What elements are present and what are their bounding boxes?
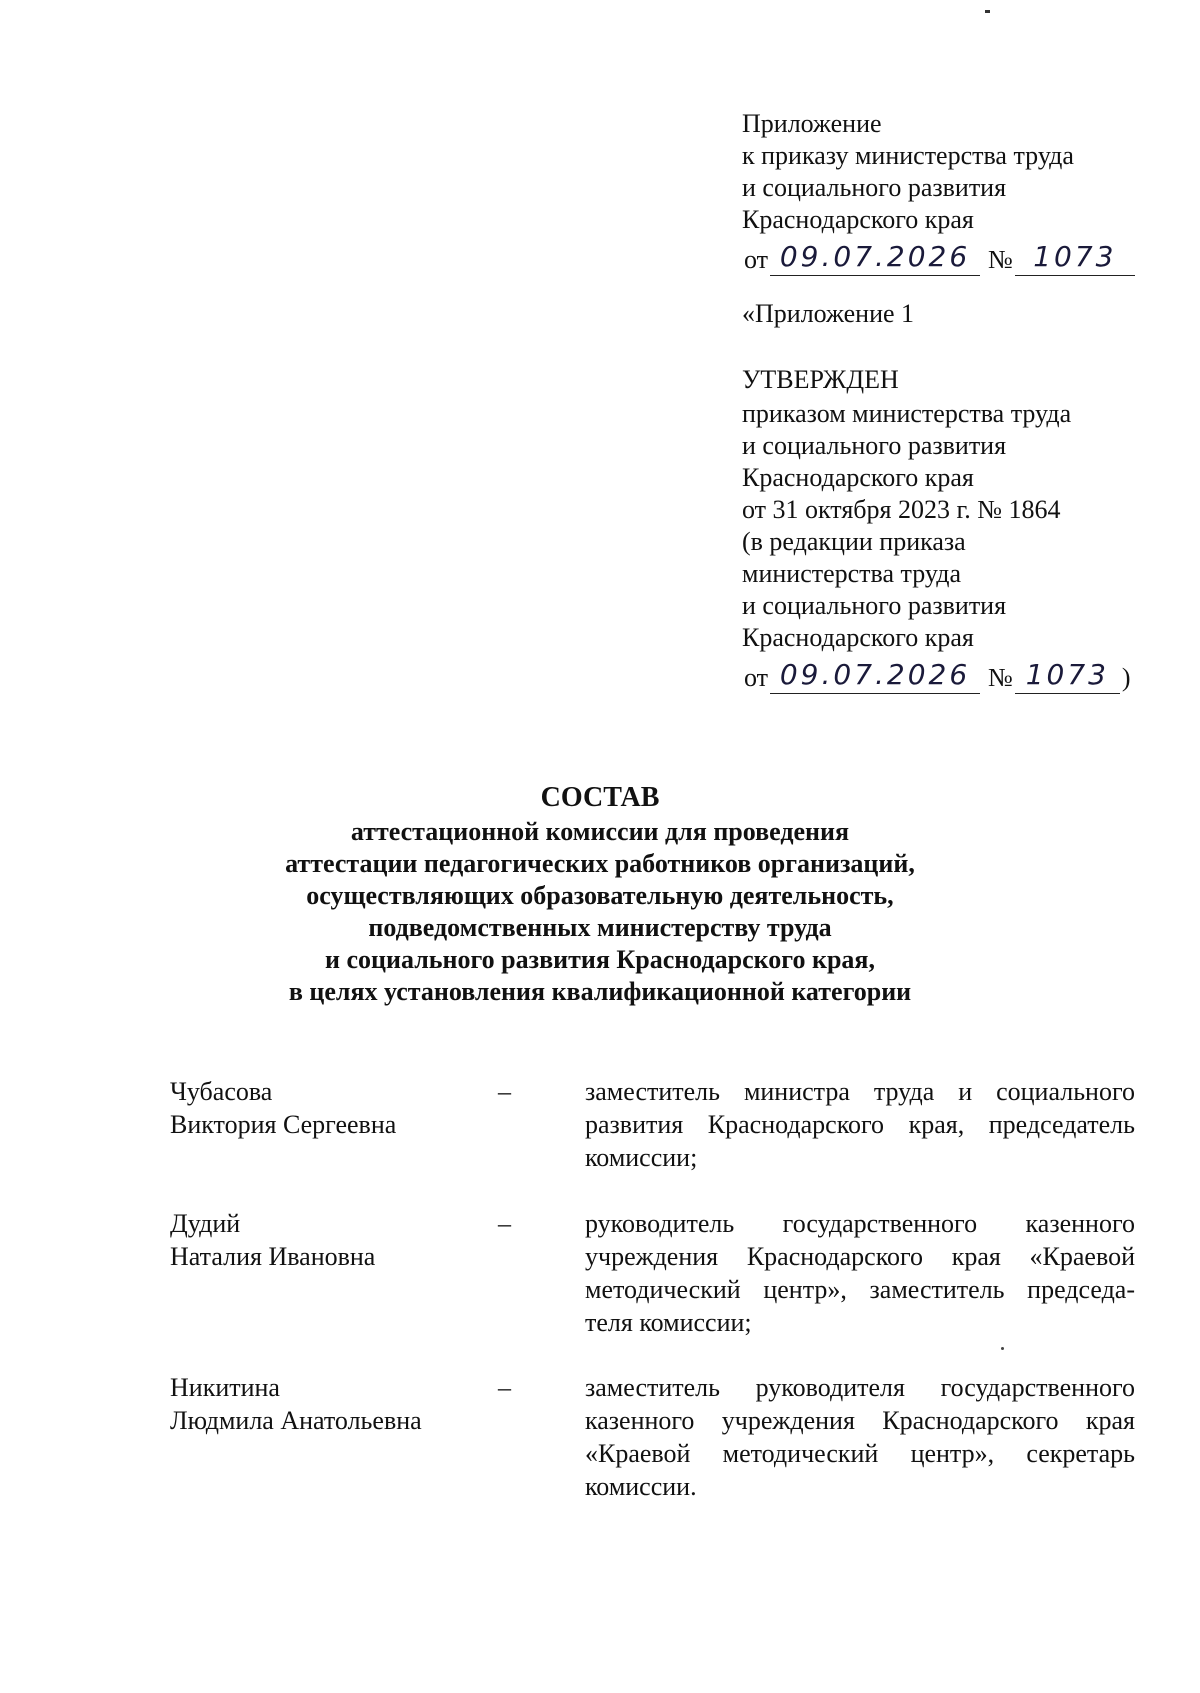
member-surname: Дудий [170, 1209, 241, 1238]
role-line: казенного учреждения Краснодарского края [585, 1406, 1135, 1435]
number-field [1015, 657, 1120, 694]
handwritten-number: 1073 [1025, 658, 1109, 691]
appendix-line: Краснодарского края [742, 205, 974, 234]
annex-label-block [742, 298, 1182, 330]
title-line: аттестационной комиссии для проведения [350, 817, 850, 846]
role-line: «Краевой методический центр», секретарь [585, 1439, 1135, 1468]
role-line: развития Краснодарского края, председатель [585, 1110, 1135, 1139]
title-line: осуществляющих образовательную деятельность, [306, 881, 894, 910]
number-field [1015, 239, 1135, 276]
title-line: и социального развития Краснодарского края, [325, 945, 875, 974]
approved-line: приказом министерства труда [742, 399, 1072, 428]
from-label: от [744, 245, 769, 274]
scan-speck [985, 10, 990, 13]
approved-title: УТВЕРЖДЕН [742, 365, 899, 394]
scan-speck [1001, 1347, 1004, 1350]
approved-line: Краснодарского края [742, 463, 974, 492]
member-given-name: Людмила Анатольевна [170, 1406, 422, 1435]
role-line: учреждения Краснодарского края «Краевой [585, 1242, 1135, 1271]
member-given-name: Виктория Сергеевна [170, 1110, 397, 1139]
member-given-name: Наталия Ивановна [170, 1242, 376, 1271]
appendix-date-number-line [742, 236, 1182, 276]
date-field [770, 657, 980, 694]
appendix-line: и социального развития [742, 173, 1007, 202]
role-line: комиссии; [585, 1143, 698, 1172]
document-title [0, 780, 1200, 1008]
role-line: теля комиссии; [585, 1308, 752, 1337]
role-line: методический центр», заместитель председа- [585, 1275, 1135, 1304]
annex-label: «Приложение 1 [742, 299, 915, 328]
appendix-line: к приказу министерства труда [742, 141, 1074, 170]
title-line: аттестации педагогических работников организаций, [285, 849, 915, 878]
member-name [170, 1207, 470, 1273]
title-main: СОСТАВ [540, 782, 660, 813]
number-label: № [988, 663, 1013, 692]
member-role [585, 1075, 1135, 1174]
appendix-line: Приложение [742, 109, 882, 138]
from-label: от [744, 663, 769, 692]
title-line: подведомственных министерству труда [368, 913, 832, 942]
approved-line: (в редакции приказа [742, 527, 966, 556]
member-surname: Чубасова [170, 1077, 273, 1106]
role-line: руководитель государственного казенного [585, 1209, 1135, 1238]
member-dash: – [498, 1209, 511, 1238]
approved-line: и социального развития [742, 431, 1007, 460]
member-role [585, 1371, 1135, 1503]
member-dash: – [498, 1077, 511, 1106]
approved-line: и социального развития [742, 591, 1007, 620]
member-name [170, 1075, 470, 1141]
approved-date-number-line [742, 654, 1182, 694]
handwritten-number: 1073 [1033, 240, 1117, 273]
role-line: комиссии. [585, 1472, 697, 1501]
member-name [170, 1371, 470, 1437]
approved-line: министерства труда [742, 559, 961, 588]
title-line: в целях установления квалификационной категории [288, 977, 912, 1006]
member-surname: Никитина [170, 1373, 280, 1402]
member-dash: – [498, 1373, 511, 1402]
appendix-header [742, 108, 1182, 276]
handwritten-date: 09.07.2026 [779, 240, 971, 273]
member-role [585, 1207, 1135, 1339]
number-label: № [988, 245, 1013, 274]
approved-line: от 31 октября 2023 г. № 1864 [742, 495, 1061, 524]
handwritten-date: 09.07.2026 [779, 658, 971, 691]
approved-block [742, 362, 1182, 694]
date-field [770, 239, 980, 276]
role-line: заместитель министра труда и социального [585, 1077, 1135, 1106]
closing-paren: ) [1121, 663, 1131, 692]
approved-line: Краснодарского края [742, 623, 974, 652]
role-line: заместитель руководителя государственного [585, 1373, 1135, 1402]
